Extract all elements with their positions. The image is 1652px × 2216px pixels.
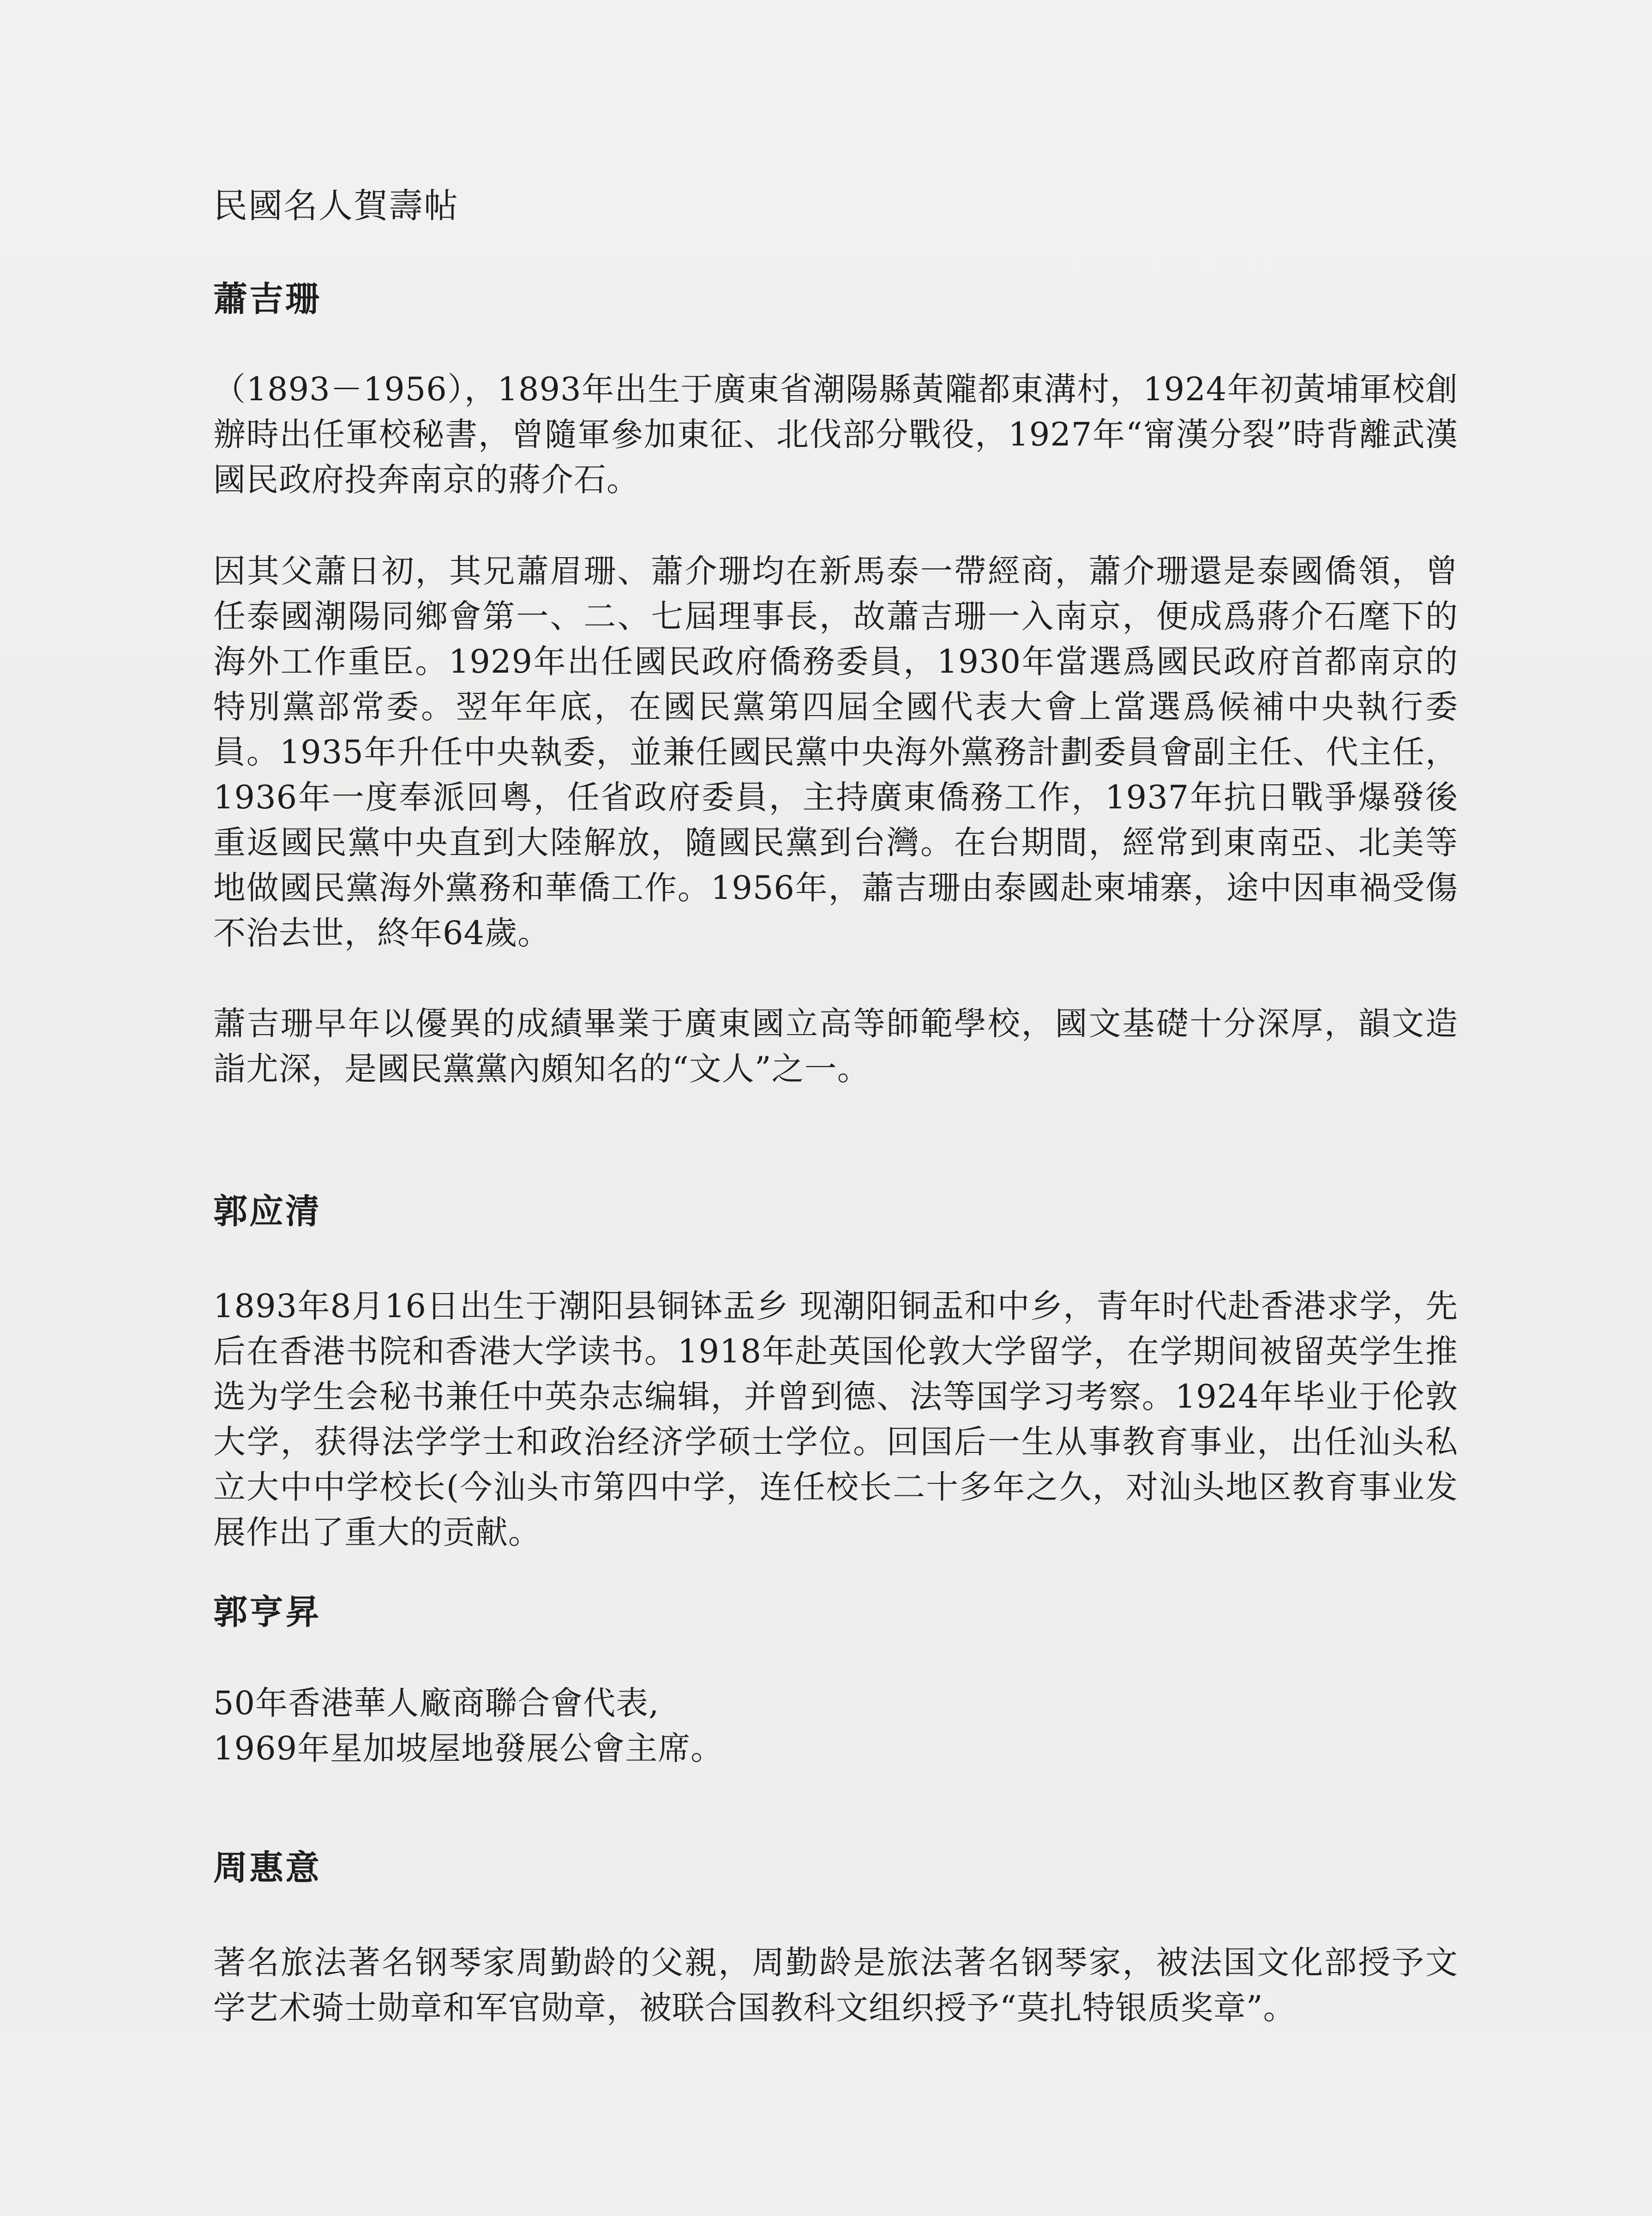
text-line: 1969年星加坡屋地發展公會主席。: [213, 1729, 724, 1767]
paragraph: 因其父蕭日初，其兄蕭眉珊、蕭介珊均在新馬泰一帶經商，蕭介珊還是泰國僑領，曾任泰國潮陽同鄉會第一、二、七屆理事長，故蕭吉珊一入南京，便成爲蔣介石麾下的海外工作重臣。1929年出任國民政府僑務委員，1930年當選爲國民政府首都南京的特別黨部常委。翌年年底，在國民黨第四屆全國代表大會上當選爲候補中央執行委員。1935年升任中央執委，並兼任國民黨中央海外黨務計劃委員會副主任、代主任，1936年一度奉派回粵，任省政府委員，主持廣東僑務工作，1937年抗日戰爭爆發後重返國民黨中央直到大陸解放，隨國民黨到台灣。在台期間，經常到東南亞、北美等地做國民黨海外黨務和華僑工作。1956年，蕭吉珊由泰國赴柬埔寨，途中因車禍受傷不治去世，終年64歲。: [213, 552, 1458, 952]
paragraph: 蕭吉珊早年以優異的成績畢業于廣東國立高等師範學校，國文基礎十分深厚，韻文造詣尤深，是國民黨黨內頗知名的“文人”之一。: [213, 1005, 1458, 1088]
section-guo-hengsheng: [213, 1584, 1458, 1771]
document-title: 民國名人賀壽帖: [213, 186, 459, 226]
paragraph: （1893－1956），1893年出生于廣東省潮陽縣黃隴都東溝村，1924年初黃埔軍校創辦時出任軍校秘書，曾隨軍參加東征、北伐部分戰役，1927年“甯漢分裂”時背離武漢國民政府投奔南京的蔣介石。: [213, 370, 1458, 499]
paragraph: 著名旅法著名钢琴家周勤龄的父親，周勤龄是旅法著名钢琴家，被法国文化部授予文学艺术骑士勋章和军官勋章，被联合国教科文组织授予“莫扎特银质奖章”。: [213, 1944, 1458, 2027]
text-line: 50年香港華人廠商聯合會代表,: [213, 1684, 660, 1722]
section-guo-yingqing: [213, 1184, 1458, 1555]
section-xiao-jishan: [213, 271, 1458, 1091]
section-name: 周惠意: [213, 1848, 321, 1888]
section-zhou-huiyi: [213, 1840, 1458, 2030]
section-name: 郭应清: [213, 1192, 321, 1231]
section-name: 蕭吉珊: [213, 279, 321, 319]
section-name: 郭亨昇: [213, 1592, 321, 1632]
paragraph: 1893年8月16日出生于潮阳县铜钵盂乡 现潮阳铜盂和中乡，青年时代赴香港求学，先后在香港书院和香港大学读书。1918年赴英国伦敦大学留学，在学期间被留英学生推选为学生会秘书兼任中英杂志编辑，并曾到德、法等国学习考察。1924年毕业于伦敦大学，获得法学学士和政治经济学硕士学位。回国后一生从事教育事业，出任汕头私立大中中学校长(今汕头市第四中学，连任校长二十多年之久，对汕头地区教育事业发展作出了重大的贡献。: [213, 1287, 1458, 1551]
